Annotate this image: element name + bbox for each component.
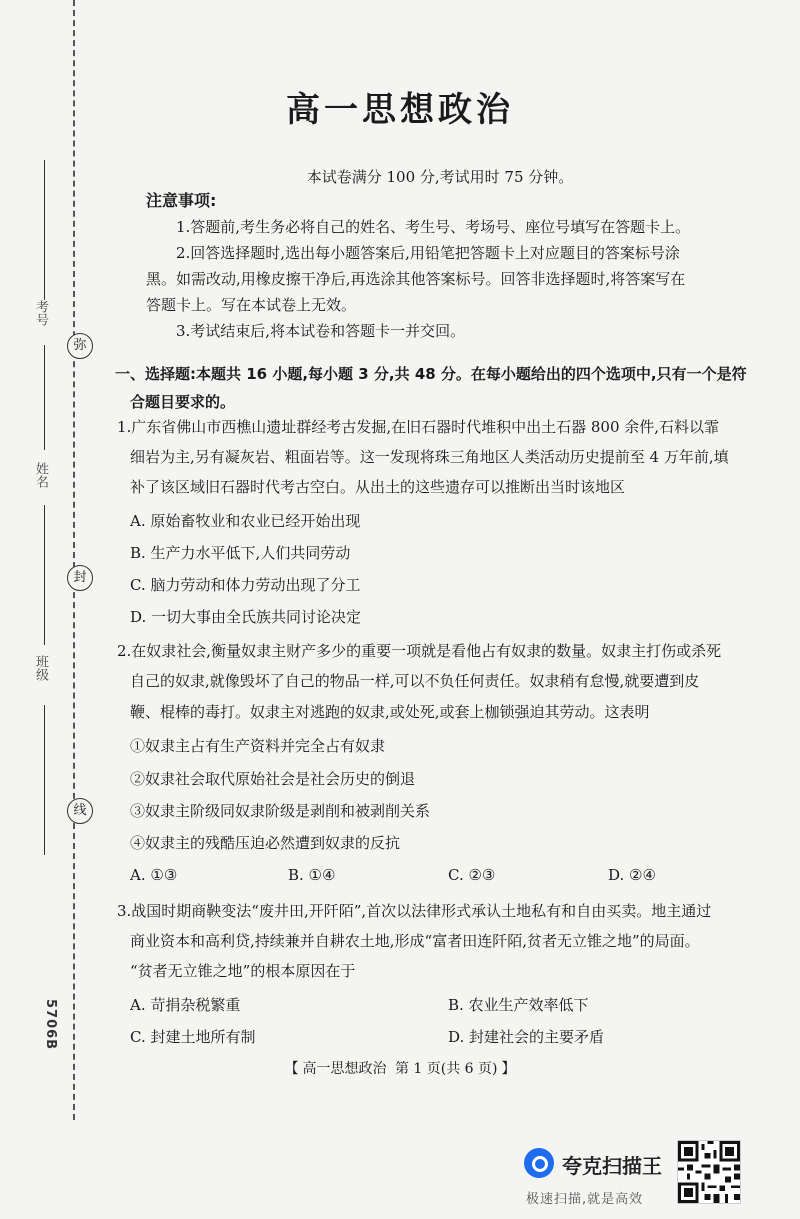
q2-option-d: D. ②④ <box>608 866 656 884</box>
q2-statement-2: ②奴隶社会取代原始社会是社会历史的倒退 <box>130 770 416 788</box>
note-1: 1.答题前,考生务必将自己的姓名、考生号、考场号、座位号填写在答题卡上。 <box>176 218 691 236</box>
q1-stem-line-3: 补了该区域旧石器时代考古空白。从出土的这些遗存可以推断出当时该地区 <box>130 478 626 496</box>
paper-code: 5706B <box>43 999 58 1051</box>
q1-option-d: D. 一切大事由全氏族共同讨论决定 <box>130 608 362 626</box>
q1-stem-line-1: 1.广东省佛山市西樵山遗址群经考古发掘,在旧石器时代堆积中出土石器 800 余件,石料以霏 <box>117 418 720 436</box>
page-title: 高一思想政治 <box>286 90 514 130</box>
seal-mark-feng: 封 <box>67 565 93 591</box>
q2-statement-1: ①奴隶主占有生产资料并完全占有奴隶 <box>130 737 386 755</box>
q1-stem-line-2: 细岩为主,另有凝灰岩、粗面岩等。这一发现将珠三角地区人类活动历史提前至 4 万年前,填 <box>130 448 729 466</box>
q2-stem-line-1: 2.在奴隶社会,衡量奴隶主财产多少的重要一项就是看他占有奴隶的数量。奴隶主打伤或杀死 <box>117 642 722 660</box>
q2-statement-3: ③奴隶主阶级同奴隶阶级是剥削和被剥削关系 <box>130 802 431 820</box>
seal-mark-mi: 弥 <box>67 333 93 359</box>
q3-option-b: B. 农业生产效率低下 <box>448 996 589 1014</box>
q1-option-a: A. 原始畜牧业和农业已经开始出现 <box>130 512 361 530</box>
section-heading-line-1: 一、选择题:本题共 16 小题,每小题 3 分,共 48 分。在每小题给出的四个选项中,只有一个是符 <box>115 365 747 383</box>
footer-subject: 高一思想政治 <box>302 1061 387 1077</box>
scanner-logo-icon <box>524 1148 554 1178</box>
note-2-line-1: 2.回答选择题时,选出每小题答案后,用铅笔把答题卡上对应题目的答案标号涂 <box>176 244 680 262</box>
q3-option-a: A. 苛捐杂税繁重 <box>130 996 241 1014</box>
notes-heading: 注意事项: <box>146 191 217 210</box>
q3-stem-line-1: 3.战国时期商鞅变法“废井田,开阡陌”,首次以法律形式承认土地私有和自由买卖。地主通过 <box>117 902 712 920</box>
q2-option-a: A. ①③ <box>130 866 178 884</box>
q3-stem-line-3: “贫者无立锥之地”的根本原因在于 <box>130 962 356 980</box>
scanner-slogan: 极速扫描,就是高效 <box>526 1192 644 1207</box>
q1-option-b: B. 生产力水平低下,人们共同劳动 <box>130 544 351 562</box>
q2-option-c: C. ②③ <box>448 866 496 884</box>
page-footer <box>0 1058 800 1078</box>
q3-option-c: C. 封建土地所有制 <box>130 1028 256 1046</box>
seal-mark-xian: 线 <box>67 798 93 824</box>
scanner-brand-name: 夸克扫描王 <box>562 1154 662 1178</box>
q2-option-b: B. ①④ <box>288 866 336 884</box>
footer-bracket-open: 【 <box>284 1061 299 1077</box>
qr-code-icon <box>677 1140 741 1204</box>
class-label: 班级 <box>33 655 48 681</box>
note-2-line-2: 黑。如需改动,用橡皮擦干净后,再选涂其他答案标号。回答非选择题时,将答案写在 <box>146 270 686 288</box>
section-heading-line-2: 合题目要求的。 <box>130 393 236 411</box>
exam-info: 本试卷满分 100 分,考试用时 75 分钟。 <box>306 168 574 186</box>
footer-bracket-close: 】 <box>501 1061 516 1077</box>
name-underline-upper <box>44 345 45 450</box>
note-2-line-3: 答题卡上。写在本试卷上无效。 <box>146 296 357 314</box>
q3-stem-line-2: 商业资本和高利贷,持续兼并自耕农土地,形成“富者田连阡陌,贫者无立锥之地”的局面。 <box>130 932 700 950</box>
footer-page-number: 第 1 页(共 6 页) <box>394 1061 498 1077</box>
exam-number-label: 考号 <box>33 300 48 326</box>
q1-option-c: C. 脑力劳动和体力劳动出现了分工 <box>130 576 361 594</box>
q3-option-d: D. 封建社会的主要矛盾 <box>448 1028 605 1046</box>
q2-stem-line-2: 自己的奴隶,就像毁坏了自己的物品一样,可以不负任何责任。奴隶稍有怠慢,就要遭到皮 <box>130 672 700 690</box>
q2-stem-line-3: 鞭、棍棒的毒打。奴隶主对逃跑的奴隶,或处死,或套上枷锁强迫其劳动。这表明 <box>130 703 650 721</box>
q2-statement-4: ④奴隶主的残酷压迫必然遭到奴隶的反抗 <box>130 834 401 852</box>
name-label: 姓名 <box>33 462 48 488</box>
class-underline <box>44 705 45 855</box>
name-underline <box>44 505 45 645</box>
note-3: 3.考试结束后,将本试卷和答题卡一并交回。 <box>176 322 466 340</box>
